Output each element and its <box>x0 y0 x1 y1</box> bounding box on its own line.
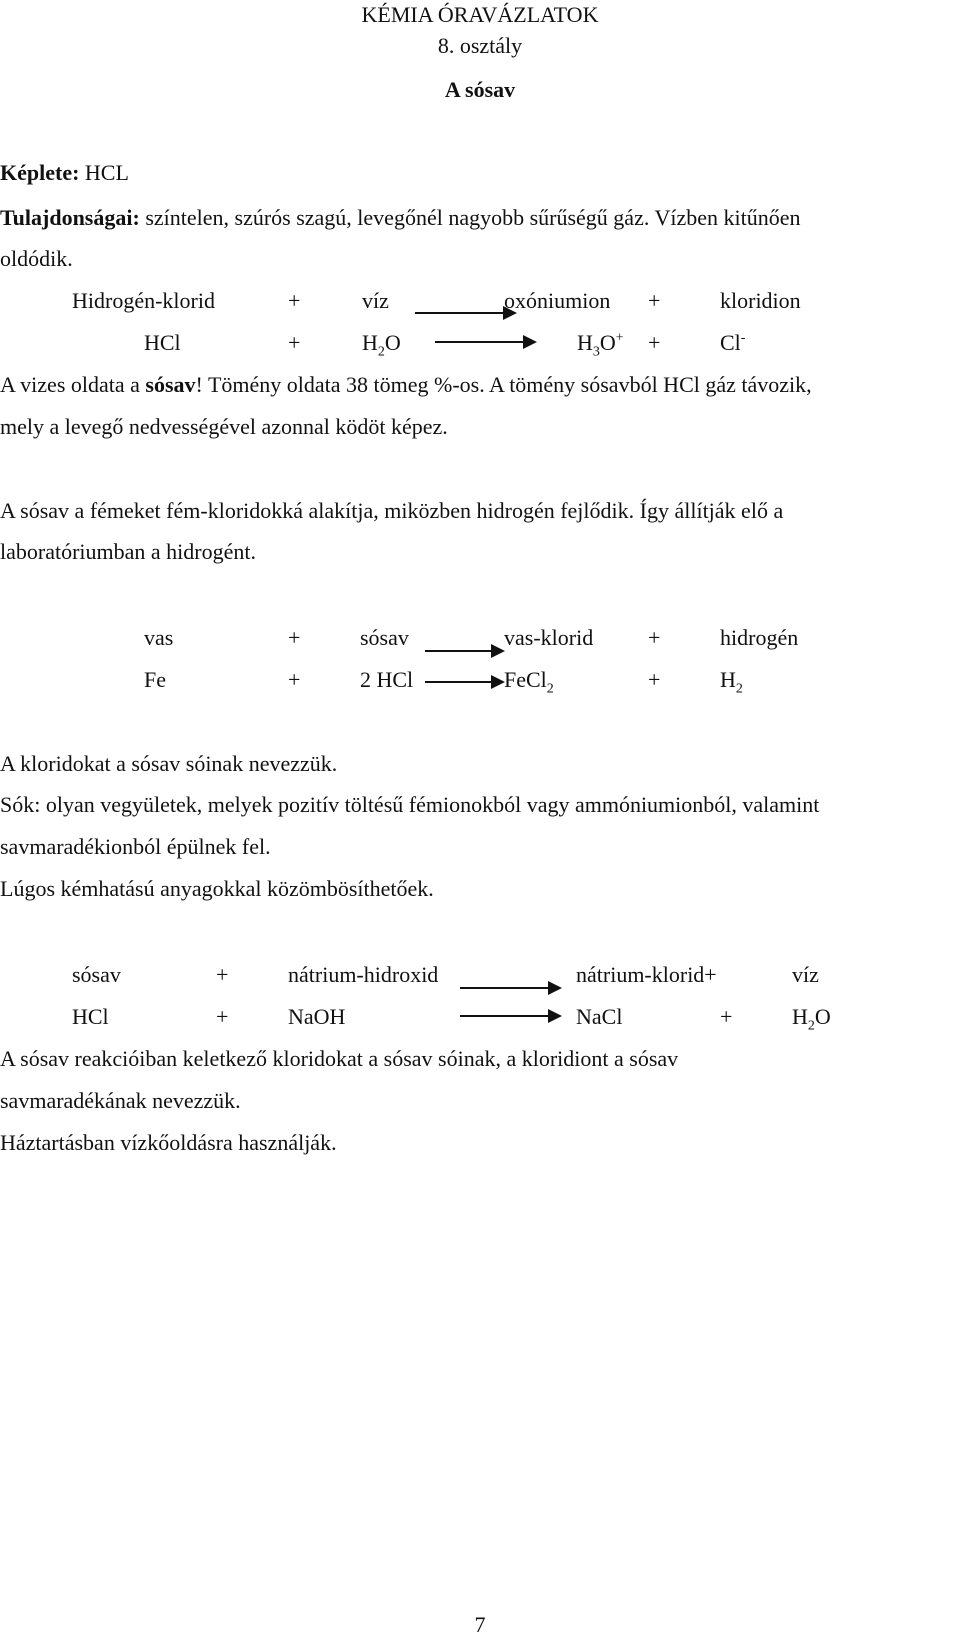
reaction3-plus1: + <box>216 962 229 987</box>
formula-value: HCL <box>84 160 129 185</box>
reaction1-reactant1: Hidrogén-klorid <box>72 288 215 313</box>
para1-line1: A vizes oldata a sósav! Tömény oldata 38 tömeg %-os. A tömény sósavból HCl gáz távozik, <box>0 372 812 397</box>
reaction1-plus2: + <box>648 288 661 313</box>
doc-title: KÉMIA ÓRAVÁZLATOK <box>361 2 599 27</box>
reaction2-formula-b: 2 HCl <box>360 667 414 692</box>
sosav-bold: sósav <box>145 372 196 397</box>
reaction2-formula-a: Fe <box>144 667 166 692</box>
reaction3-arrow-icon <box>460 987 560 989</box>
reaction2-plus2: + <box>648 625 661 650</box>
reaction2-formula-arrow-icon <box>425 681 503 683</box>
para3-line2: Sók: olyan vegyületek, melyek pozitív töltésű fémionokból vagy ammóniumionból, valamint <box>0 792 820 817</box>
reaction2-formula-c: FeCl$_2$ <box>504 667 554 697</box>
reaction1-plus1: + <box>288 288 301 313</box>
para1-line2: mely a levegő nedvességével azonnal ködöt képez. <box>0 414 448 439</box>
para3-line3: savmaradékionból épülnek fel. <box>0 834 271 859</box>
reaction2-product2: hidrogén <box>720 625 799 650</box>
properties-text: színtelen, szúrós szagú, levegőnél nagyobb sűrűségű gáz. Vízben kitűnően <box>145 205 801 230</box>
reaction2-formula-d: $H_2$ <box>720 667 743 697</box>
reaction1-product2: kloridion <box>720 288 801 313</box>
reaction3-formula-plus1: + <box>216 1004 229 1029</box>
reaction1-formula-plus2: + <box>648 330 661 355</box>
grade: 8. osztály <box>437 33 523 58</box>
reaction2-formula-plus1: + <box>288 667 301 692</box>
reaction1-formula-b: $H_2O$ <box>362 330 401 360</box>
reaction2-formula-plus2: + <box>648 667 661 692</box>
para4-line2: savmaradékának nevezzük. <box>0 1088 241 1113</box>
reaction2-arrow-icon <box>425 650 503 652</box>
reaction3-formula-plus2: + <box>720 1004 733 1029</box>
reaction3-formula-a: HCl <box>72 1004 109 1029</box>
reaction3-formula-b: NaOH <box>288 1004 346 1029</box>
para3-line1: A kloridokat a sósav sóinak nevezzük. <box>0 751 338 776</box>
reaction1-arrow-icon <box>415 312 515 314</box>
properties-label: Tulajdonságai: <box>0 205 140 230</box>
page-number: 7 <box>474 1612 486 1637</box>
reaction1-formula-a: HCl <box>144 330 181 355</box>
reaction3-reactant2: nátrium-hidroxid <box>288 962 439 987</box>
para2-line1: A sósav a fémeket fém-kloridokká alakítja, miközben hidrogén fejlődik. Így állítják elő a <box>0 498 784 523</box>
reaction2-product1: vas-klorid <box>504 625 594 650</box>
reaction1-formula-d: Cl- <box>720 330 746 355</box>
formula-line <box>0 160 960 186</box>
reaction2-plus1: + <box>288 625 301 650</box>
formula-label: Képlete: <box>0 160 80 185</box>
properties-line1 <box>0 205 960 231</box>
reaction3-formula-arrow-icon <box>460 1015 560 1017</box>
reaction3-product1: nátrium-klorid+ <box>576 962 717 987</box>
reaction3-formula-c: NaCl <box>576 1004 623 1029</box>
reaction1-reactant2: víz <box>362 288 389 313</box>
reaction2-reactant2: sósav <box>360 625 409 650</box>
reaction3-reactant1: sósav <box>72 962 121 987</box>
para3-line4: Lúgos kémhatású anyagokkal közömbösíthetőek. <box>0 876 434 901</box>
reaction1-formula-arrow-icon <box>435 341 535 343</box>
reaction2-reactant1: vas <box>144 625 174 650</box>
topic-title: A sósav <box>444 77 516 102</box>
reaction3-product2: víz <box>792 962 819 987</box>
para2-line2: laboratóriumban a hidrogént. <box>0 539 256 564</box>
reaction1-product1: oxóniumion <box>504 288 611 313</box>
para4-line3: Háztartásban vízkőoldásra használják. <box>0 1130 337 1155</box>
para4-line1: A sósav reakcióiban keletkező kloridokat a sósav sóinak, a kloridiont a sósav <box>0 1046 679 1071</box>
reaction1-formula-plus1: + <box>288 330 301 355</box>
reaction1-formula-c: $H_3O^+$ <box>577 330 624 360</box>
properties-line2: oldódik. <box>0 246 73 271</box>
reaction3-formula-d: $H_2O$ <box>792 1004 831 1034</box>
